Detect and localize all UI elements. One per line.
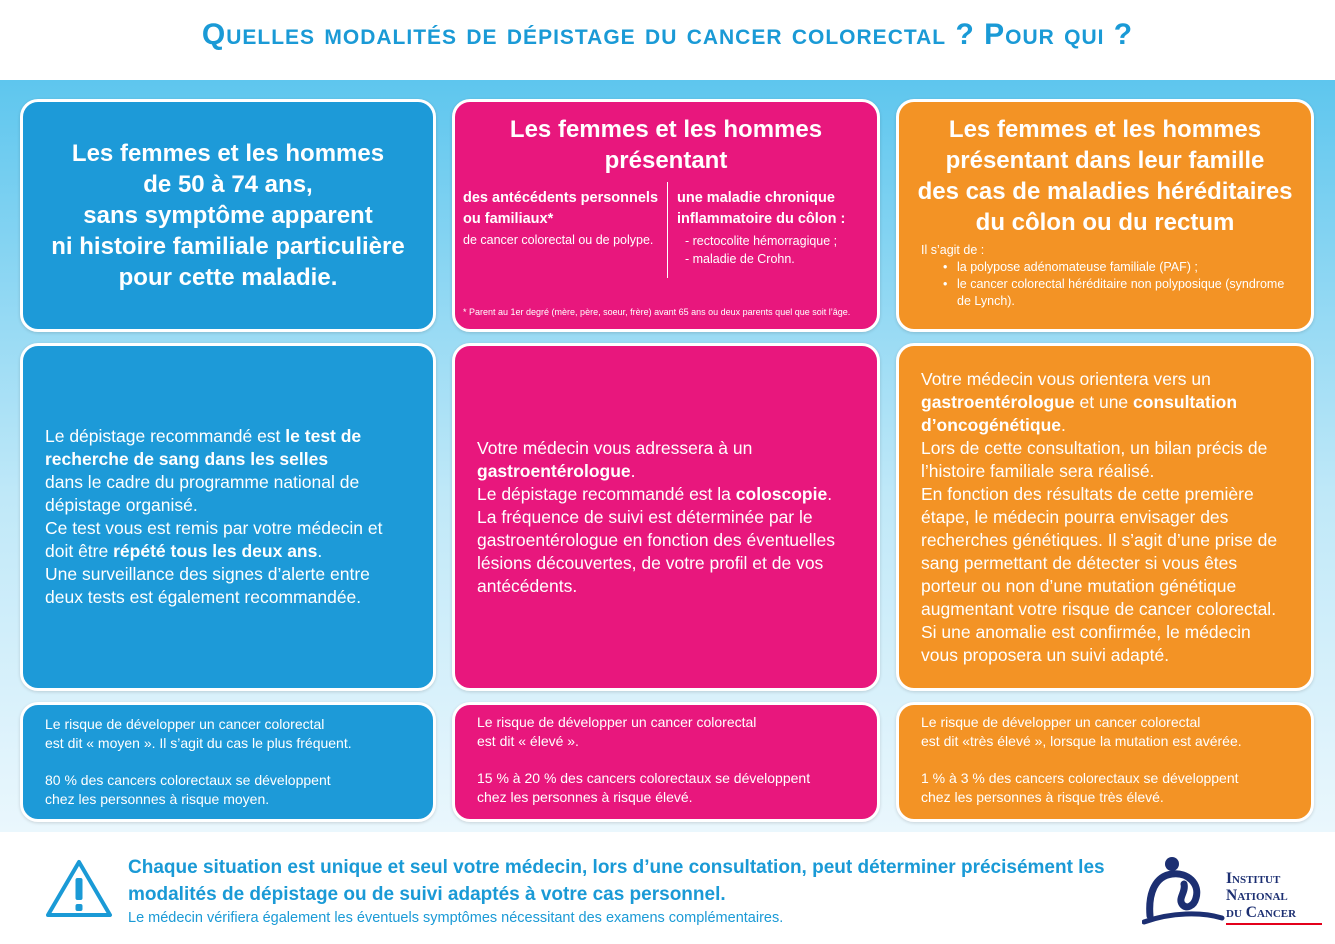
subcol-antecedents [463, 188, 663, 249]
paragraph: Votre médecin vous adressera à un gastroentérologue. [477, 437, 753, 481]
antecedents-subheading: des antécédents personnels ou familiaux* [463, 190, 659, 227]
hereditary-list [921, 259, 1301, 310]
emphasis: consultation d’oncogénétique [921, 391, 1238, 435]
screening-average-text [23, 425, 433, 609]
hereditary-intro: Il s’agit de : [921, 243, 985, 257]
footnote: * Parent au 1er degré (mère, père, soeur, frère) avant 65 ans ou deux parents quel que soit l’âge. [463, 307, 851, 317]
header-line: de 50 à 74 ans, [143, 171, 313, 198]
risk-line: Le risque de développer un cancer colorectal [477, 714, 757, 730]
risk-line: chez les personnes à risque élevé. [477, 789, 693, 805]
risk-very-high-text [899, 705, 1311, 807]
footer-sub-text: Le médecin vérifiera également les éventuels symptômes nécessitant des examens complémentaires. [128, 910, 784, 926]
risk-line: 80 % des cancers colorectaux se développent [45, 772, 331, 788]
hereditary-details [921, 242, 1301, 310]
header-line: pour cette maladie. [118, 264, 338, 291]
warning-icon [44, 858, 114, 920]
antecedents-text: de cancer colorectal ou de polype. [463, 233, 654, 247]
card-risk-very-high [896, 702, 1314, 822]
header-line: Les femmes et les hommes [948, 116, 1262, 143]
card-screening-very-high [896, 343, 1314, 691]
header-line: Les femmes et les hommes [71, 140, 385, 167]
list-item: • le cancer colorectal héréditaire non polyposique (syndrome de Lynch). [943, 276, 1301, 310]
logo-wordmark [1226, 870, 1296, 921]
list-item: • la polypose adénomateuse familiale (PAF) ; [943, 259, 1301, 276]
population-high-header [455, 102, 877, 176]
page-title: Quelles modalités de dépistage du cancer colorectal ? Pour qui ? [201, 18, 1134, 51]
paragraph: Le dépistage recommandé est la coloscopie. [477, 483, 833, 504]
list-item: - rectocolite hémorragique ; [685, 234, 838, 248]
risk-line: Le risque de développer un cancer colorectal [921, 714, 1201, 730]
header-line: sans symptôme apparent [83, 202, 373, 229]
paragraph: La fréquence de suivi est déterminée par le gastroentérologue en fonction des éventuelles lésions découvertes, de votre profil et de vos antécédents. [477, 506, 836, 596]
paragraph: Lors de cette consultation, un bilan précis de l’histoire familiale sera réalisé. [921, 437, 1268, 481]
paragraph: Une surveillance des signes d’alerte entre deux tests est également recommandée. [45, 564, 370, 607]
paragraph: Le dépistage recommandé est le test de recherche de sang dans les selles [45, 426, 362, 469]
chronic-disease-subheading: une maladie chronique inflammatoire du côlon : [677, 190, 846, 227]
risk-line: est dit «très élevé », lorsque la mutation est avérée. [921, 733, 1242, 749]
paragraph: Ce test vous est remis par votre médecin et doit être répété tous les deux ans. [45, 518, 383, 561]
population-very-high-header [899, 102, 1311, 238]
paragraph: dans le cadre du programme national de dépistage organisé. [45, 472, 360, 515]
footer-main-text: Chaque situation est unique et seul votre médecin, lors d’une consultation, peut déterminer précisément les modalités de dépistage ou de suivi adaptés à votre cas personnel. [128, 857, 1105, 905]
screening-very-high-text [899, 368, 1311, 667]
emphasis: coloscopie [735, 483, 828, 504]
card-risk-high [452, 702, 880, 822]
logo-line: du Cancer [1226, 904, 1297, 921]
population-average-header [51, 138, 404, 293]
card-population-average [20, 99, 436, 332]
card-screening-average [20, 343, 436, 691]
emphasis: répété tous les deux ans [113, 541, 318, 561]
risk-line: 15 % à 20 % des cancers colorectaux se développent [477, 770, 811, 786]
risk-average-text [23, 705, 433, 809]
risk-line: 1 % à 3 % des cancers colorectaux se développent [921, 770, 1239, 786]
risk-line: est dit « moyen ». Il s’agit du cas le plus fréquent. [45, 735, 352, 751]
list-item: - maladie de Crohn. [685, 252, 795, 266]
card-screening-high [452, 343, 880, 691]
paragraph: Votre médecin vous orientera vers un gastroentérologue et une consultation d’oncogénétique. [921, 368, 1238, 435]
card-population-very-high [896, 99, 1314, 332]
emphasis: gastroentérologue [477, 460, 631, 481]
header-line: présentant [604, 147, 728, 174]
header-line: du côlon ou du rectum [975, 209, 1235, 236]
header-line: des cas de maladies héréditaires [917, 178, 1293, 205]
risk-line: chez les personnes à risque très élevé. [921, 789, 1164, 805]
screening-high-text [455, 437, 877, 598]
logo-line: National [1226, 887, 1288, 904]
emphasis: le test de recherche de sang dans les selles [45, 426, 362, 469]
risk-line: Le risque de développer un cancer colorectal [45, 716, 325, 732]
risk-line: est dit « élevé ». [477, 733, 579, 749]
card-risk-average [20, 702, 436, 822]
card-population-high [452, 99, 880, 332]
header-line: ni histoire familiale particulière [51, 233, 405, 260]
logo-line: Institut [1226, 870, 1281, 887]
header-line: présentant dans leur famille [945, 147, 1265, 174]
chronic-disease-list [677, 232, 873, 268]
risk-high-text [455, 705, 877, 807]
subcol-divider [667, 182, 668, 278]
subcol-chronic-disease [677, 188, 873, 268]
paragraph: En fonction des résultats de cette première étape, le médecin pourra envisager des recherches génétiques. Il s’agit d’une prise de sang permettant de détecter si vous êtes porteur ou non d’une mutation génétique augmentant votre risque de cancer colorectal. Si une anomalie est confirmée, le médecin vous proposera un suivi adapté. [921, 483, 1278, 665]
risk-line: chez les personnes à risque moyen. [45, 791, 270, 807]
emphasis: gastroentérologue [921, 391, 1075, 412]
header-line: Les femmes et les hommes [509, 116, 823, 143]
